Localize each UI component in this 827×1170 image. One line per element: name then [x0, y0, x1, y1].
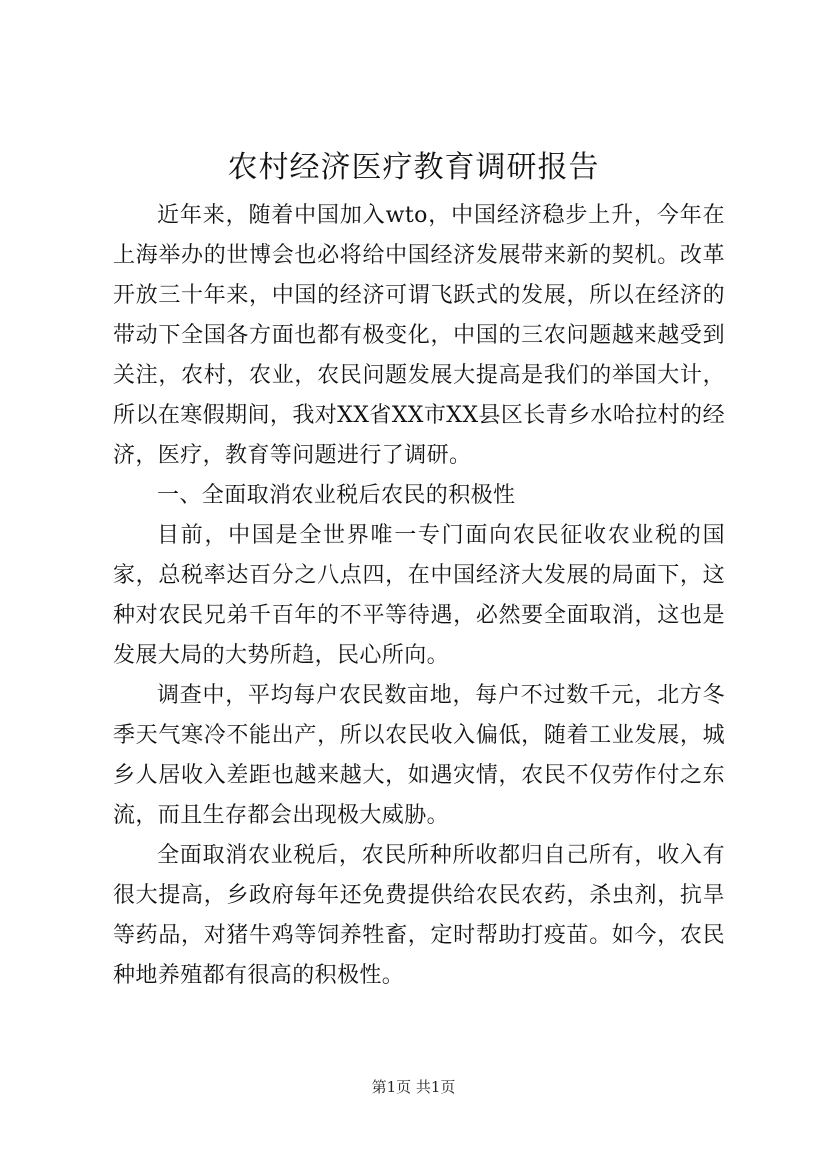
- document-title: 农村经济医疗教育调研报告: [227, 150, 600, 185]
- page-footer: 第1页 共1页: [371, 1078, 456, 1096]
- paragraph-intro: 近年来，随着中国加入wto，中国经济稳步上升，今年在上海举办的世博会也必将给中国经济发展带来新的契机。改革开放三十年来，中国的经济可谓飞跃式的发展，所以在经济的带动下全国各方面也都有极变化，中国的三农问题越来越受到关注，农村，农业，农民问题发展大提高是我们的举国大计，所以在寒假期间，我对XX省XX市XX县区长青乡水哈拉村的经济，医疗，教育等问题进行了调研。: [113, 203, 725, 468]
- paragraph-survey: 调查中，平均每户农民数亩地，每户不过数千元，北方冬季天气寒冷不能出产，所以农民收入偏低，随着工业发展，城乡人居收入差距也越来越大，如遇灾情，农民不仅劳作付之东流，而且生存都会出现极大威胁。: [113, 683, 725, 828]
- document-body: [113, 196, 725, 996]
- paragraph-after-abolition: 全面取消农业税后，农民所种所收都归自己所有，收入有很大提高，乡政府每年还免费提供给农民农药，杀虫剂，抗旱等药品，对猪牛鸡等饲养牲畜，定时帮助打疫苗。如今，农民种地养殖都有很高的积极性。: [113, 843, 725, 988]
- section-heading: 一、全面取消农业税后农民的积极性: [157, 483, 516, 508]
- paragraph-tax-status: 目前，中国是全世界唯一专门面向农民征收农业税的国家，总税率达百分之八点四，在中国经济大发展的局面下，这种对农民兄弟千百年的不平等待遇，必然要全面取消，这也是发展大局的大势所趋，民心所向。: [113, 523, 725, 668]
